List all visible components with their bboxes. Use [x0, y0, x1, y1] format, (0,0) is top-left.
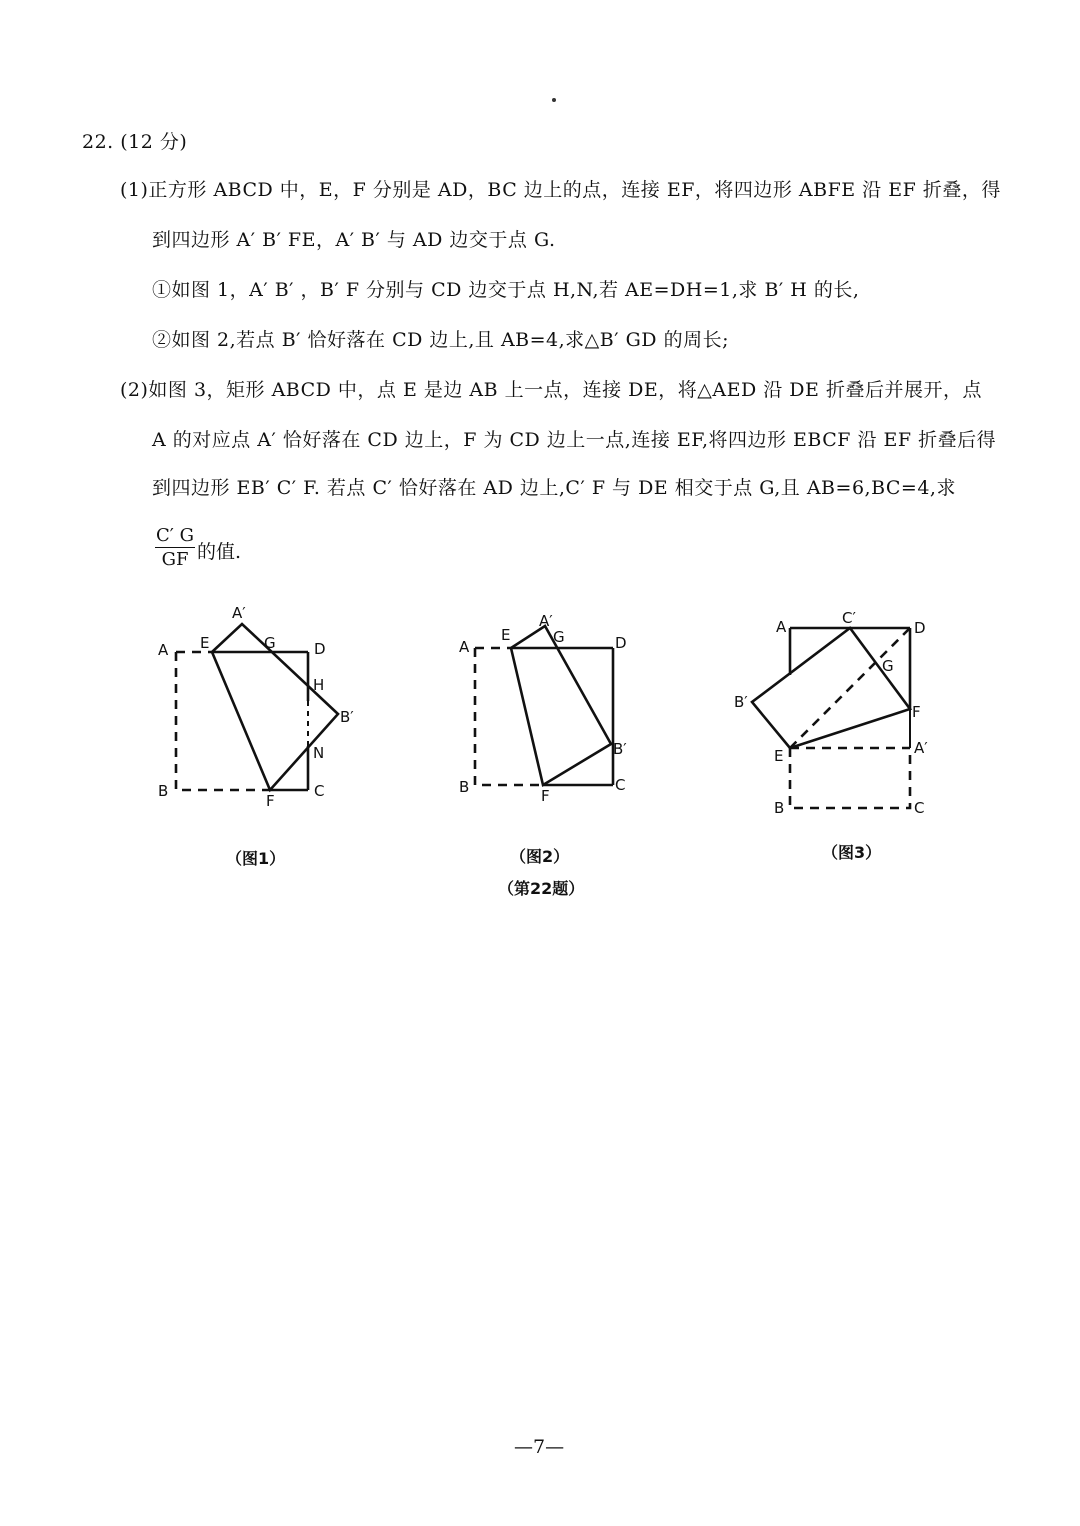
fraction-tail: 的值. — [197, 541, 242, 563]
fig2-label-e: E — [501, 626, 511, 644]
figure-1-diagram — [150, 600, 370, 820]
fig1-label-n: N — [313, 744, 325, 762]
fig1-label-a: A — [158, 641, 169, 659]
page-number: —7— — [514, 1436, 565, 1458]
fig3-label-a-prime: A′ — [914, 739, 928, 757]
fig2-label-b-prime: B′ — [613, 740, 627, 758]
part1-line2: 到四边形 A′ B′ FE，A′ B′ 与 AD 边交于点 G. — [152, 229, 556, 251]
sub-question-1: ①如图 1，A′ B′ ，B′ F 分别与 CD 边交于点 H,N,若 AE=DH=1,求 B′ H 的长, — [152, 279, 860, 301]
figure-1 — [150, 600, 370, 824]
fig1-label-g: G — [264, 634, 276, 652]
fig3-label-g: G — [882, 657, 894, 675]
fig1-label-c: C — [314, 782, 325, 800]
fig3-label-f: F — [912, 703, 921, 721]
problem-header: 22. (12 分) — [82, 131, 188, 153]
fig3-label-a: A — [776, 618, 787, 636]
figure-3-caption: （图3） — [822, 843, 882, 862]
fig1-label-e: E — [200, 634, 210, 652]
part2-line2: A 的对应点 A′ 恰好落在 CD 边上，F 为 CD 边上一点,连接 EF,将四边形 EBCF 沿 EF 折叠后得 — [152, 429, 997, 451]
fig2-label-a-prime: A′ — [539, 612, 553, 630]
fig1-label-b: B — [158, 782, 169, 800]
figure-1-caption: （图1） — [226, 849, 286, 868]
scan-speck — [552, 98, 556, 102]
sub-question-2: ②如图 2,若点 B′ 恰好落在 CD 边上,且 AB=4,求△B′ GD 的周长; — [152, 329, 729, 351]
fig2-label-a: A — [459, 638, 470, 656]
part2-line1: (2)如图 3，矩形 ABCD 中，点 E 是边 AB 上一点，连接 DE，将△AED 沿 DE 折叠后并展开，点 — [120, 379, 982, 401]
part1-line1: (1)正方形 ABCD 中，E，F 分别是 AD，BC 边上的点，连接 EF，将四边形 ABFE 沿 EF 折叠，得 — [120, 179, 1001, 201]
figure-3 — [730, 605, 950, 829]
fig3-label-e: E — [774, 747, 784, 765]
fig2-label-b: B — [459, 778, 470, 796]
fig2-label-c: C — [615, 776, 626, 794]
figure-2-diagram — [455, 600, 655, 820]
figure-3-diagram — [730, 605, 950, 825]
fig2-label-f: F — [541, 787, 550, 805]
fig1-label-d: D — [314, 640, 326, 658]
fraction-denominator: GF — [161, 549, 189, 570]
fig3-label-b: B — [774, 799, 785, 817]
fig2-label-d: D — [615, 634, 627, 652]
fig1-label-b-prime: B′ — [340, 708, 354, 726]
fraction-numerator: C′ G — [156, 525, 194, 546]
fig2-label-g: G — [553, 628, 565, 646]
figure-2 — [455, 600, 655, 824]
fig3-label-c: C — [914, 799, 925, 817]
fig1-label-f: F — [266, 792, 275, 810]
part2-line3: 到四边形 EB′ C′ F. 若点 C′ 恰好落在 AD 边上,C′ F 与 DE 相交于点 G,且 AB=6,BC=4,求 — [152, 477, 956, 499]
fig1-label-h: H — [313, 676, 325, 694]
fig3-label-c-prime: C′ — [842, 609, 856, 627]
fraction — [155, 525, 195, 570]
figure-2-caption: （图2） — [510, 847, 570, 866]
fig1-label-a-prime: A′ — [232, 604, 246, 622]
fig3-label-d: D — [914, 619, 926, 637]
fig3-label-b-prime: B′ — [734, 693, 748, 711]
question-caption: （第22题） — [498, 879, 585, 898]
